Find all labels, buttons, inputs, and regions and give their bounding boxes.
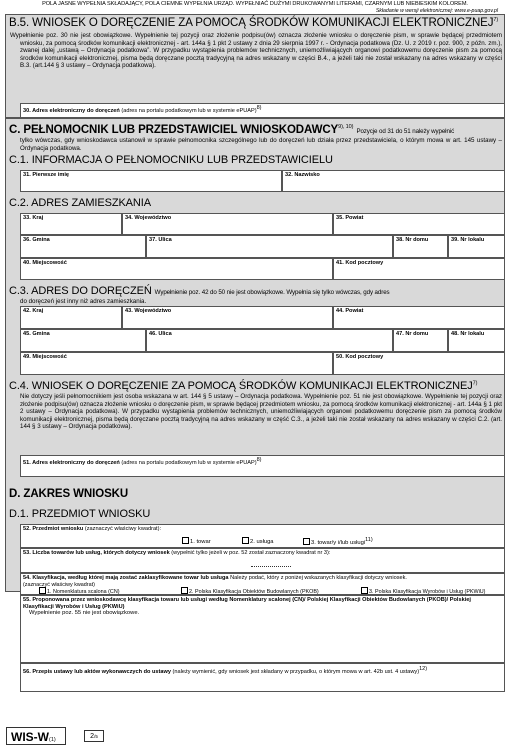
field-53-label: 53. Liczba towarów lub usług, których dotyczy wniosek (wypełnić tylko jeżeli w poz. 52 został zaznaczony kwadrat nr 3): [23,550,331,556]
field-48-flat-no[interactable] [448,329,505,352]
option-54-pkwiu[interactable] [361,587,485,595]
field-55-label: 55. Proponowana przez wnioskodawcę klasyfikacja towaru lub usługi według Nomenklatury scalonej (CN)/ Polskiej Klasyfikacji Obiektów Budowlanych (PKOB)/ Polskiej Klasyfikacji Wyrobów i Usług (PKWiU) [23,597,471,610]
field-40-label: 40. Miejscowość [23,260,67,266]
fill-instructions: POLA JASNE WYPEŁNIA SKŁADAJĄCY, POLA CIEMNE WYPEŁNIA URZĄD. WYPEŁNIAĆ DUŻYMI DRUKOWANYMI LITERAMI, CZARNYM LUB NIEBIESKIM KOLOREM. [42,1,468,7]
field-39-flat-no[interactable] [448,235,505,258]
section-c4-text: Nie dotyczy jeśli pełnomocnikiem jest osoba wskazana w art. 144 § 5 ustawy – Ordynacja podatkowa. Wypełnienie poz. 51 nie jest obowiązkowe. Wypełnienie tej pozycji oraz złożenie podpisu(ów) oznacza złożenie wniosku o doręczenie pism, w sprawie będącej przedmiotem wniosku, za pomocą środków komunikacji elektronicznej - art. 144a § 1 pkt 2 ustawy – Ordynacja podatkowa). W przypadku wystąpienia problemów technicznych, uniemożliwiających organowi podatkowemu doręczenie pism za pomocą środków komunikacji elektronicznej, pisma będą doręczane pocztą tradycyjną na adres wskazany w część C.3., a jeżeli taki nie został wskazany na adres wskazany w części C.2. (art. 144 § 3 ustawy – Ordynacja podatkowa). [20,393,502,431]
field-44-county[interactable] [333,306,505,329]
field-42-country[interactable] [20,306,122,329]
field-36-label: 36. Gmina [23,237,50,243]
form-code: WIS-W(1) [6,727,66,745]
field-31-label: 31. Pierwsze imię [23,172,70,178]
checkbox-54-pkob[interactable] [181,587,188,594]
section-c3-text: do doręczeń jest inny niż adres zamieszkania. [20,298,147,305]
option-52-service-label: 2. usługa [250,539,274,545]
field-55-proposed-classification[interactable] [20,595,505,663]
field-35-county[interactable] [333,213,505,235]
field-34-voivodeship[interactable] [122,213,333,235]
field-46-label: 46. Ulica [149,331,172,337]
field-47-house-no[interactable] [393,329,448,352]
checkbox-54-cn[interactable] [39,587,46,594]
field-32-surname[interactable] [282,170,505,192]
field-30-email[interactable] [20,103,505,118]
field-36-commune[interactable] [20,235,146,258]
section-c3-title: C.3. ADRES DO DORĘCZEŃ Wypełnienie poz. 42 do 50 nie jest obowiązkowe. Wypełnia się tylko wówczas, gdy adres [9,285,390,297]
field-33-country[interactable] [20,213,122,235]
section-c-title: C. PEŁNOMOCNIK LUB PRZEDSTAWICIEL $WNIOSKODAWCY^{9), 10)}$ Pozycje od 31 do 51 należy wypełnić [9,124,455,136]
option-54-pkob[interactable] [181,587,319,595]
section-b5 [5,14,505,118]
field-51-email[interactable] [20,455,505,477]
option-52-service[interactable] [242,537,274,545]
field-38-house-no[interactable] [393,235,448,258]
section-c-text: tylko wówczas, gdy wnioskodawca ustanowił w sprawie pełnomocnika szczególnego lub do doręczeń lub działa przez przedstawiciela, o którym mowa w art. 145 ustawy – Ordynacja podatkowa. [20,137,502,152]
field-30-label: 30. Adres elektroniczny do doręczeń (adres na portalu podatkowym lub w systemie ePUAP)8) [23,105,262,114]
field-39-label: 39. Nr lokalu [451,237,485,243]
option-52-goods[interactable] [182,537,211,545]
section-c1-title: C.1. INFORMACJA O PEŁNOMOCNIKU LUB PRZEDSTAWICIELU [9,154,333,166]
field-52-label: 52. Przedmiot wniosku (zaznaczyć właściwy kwadrat): [23,526,162,532]
field-37-label: 37. Ulica [149,237,172,243]
field-56-label: 56. Przepis ustawy lub aktów wykonawczych do ustawy (należy wymienić, gdy wniosek jest składany w przypadku, o którym mowa w art. 42b ust. 4 ustawy)12) [23,666,428,675]
field-52-subject [20,524,505,548]
field-43-label: 43. Województwo [125,308,172,314]
field-47-label: 47. Nr domu [396,331,429,337]
field-38-label: 38. Nr domu [396,237,429,243]
checkbox-52-goods[interactable] [182,537,189,544]
field-53-count[interactable] [20,548,505,573]
field-46-street[interactable] [146,329,393,352]
field-35-label: 35. Powiat [336,215,364,221]
field-34-label: 34. Województwo [125,215,172,221]
section-b5-title: B.5. WNIOSEK O DORĘCZENIE ZA POMOCĄ ŚRODKÓW KOMUNIKACJI ELEKTRONICZNEJ$^{7)}$ [9,17,499,29]
option-52-both-label: 3. towar/y i/lub usługi [311,539,366,546]
field-56-legal-provision[interactable] [20,663,505,692]
checkbox-52-both[interactable] [303,538,310,545]
section-d-title: D. ZAKRES WNIOSKU [9,488,129,500]
option-52-both[interactable]: 3. towar/y i/lub usługi11) [303,537,373,546]
option-54-pkob-label: 2. Polska Klasyfikacja Obiektów Budowlanych (PKOB) [189,589,319,595]
field-45-label: 45. Gmina [23,331,50,337]
field-55-note: Wypełnienie poz. 55 nie jest obowiązkowe. [29,610,140,616]
field-48-label: 48. Nr lokalu [451,331,485,337]
field-33-label: 33. Kraj [23,215,44,221]
field-51-label: 51. Adres elektroniczny do doręczeń (adres na portalu podatkowym lub w systemie ePUAP)8) [23,457,262,466]
section-c2-title: C.2. ADRES ZAMIESZKANIA [9,197,151,209]
field-44-label: 44. Powiat [336,308,364,314]
field-41-postal-code[interactable] [333,258,505,280]
field-37-street[interactable] [146,235,393,258]
count-entry-line [251,566,291,567]
field-50-label: 50. Kod pocztowy [336,354,384,360]
option-54-cn-label: 1. Nomenklatura scalona (CN) [47,589,120,595]
field-49-label: 49. Miejscowość [23,354,67,360]
field-31-first-name[interactable] [20,170,282,192]
field-43-voivodeship[interactable] [122,306,333,329]
option-54-cn[interactable] [39,587,120,595]
option-52-goods-label: 1. towar [190,539,211,545]
field-50-postal-code[interactable] [333,352,505,375]
field-45-commune[interactable] [20,329,146,352]
checkbox-54-pkwiu[interactable] [361,587,368,594]
section-b5-text: Wypełnienie poz. 30 nie jest obowiązkowe. Wypełnienie tej pozycji oraz złożenie podpisu(ów) oznacza złożenie wniosku o doręczenie pism, w sprawie będącej przedmiotem wniosku, za pomocą środków komunikacji elektronicznej - art. 144a § 1 pkt 2 ustawy z dnia 29 sierpnia 1997 r. - Ordynacja podatkowa (Dz. U. z 2019 r. poz. 900, z późn. zm.), zwanej dalej „ustawą – Ordynacja podatkowa”. W przypadku wystąpienia problemów technicznych, uniemożliwiających organowi podatkowemu doręczenie pism za pomocą środków komunikacji elektronicznej, pisma będą doręczane pocztą tradycyjną na adres wskazany w części B.4., a jeżeli taki nie został wskazany na adres wskazany w części B.3. (art.144 § 3 ustawy – Ordynacja podatkowa). [10,32,502,70]
field-42-label: 42. Kraj [23,308,44,314]
field-54-classification [20,573,505,595]
section-c [5,118,505,675]
field-32-label: 32. Nazwisko [285,172,320,178]
section-d1-title: D.1. PRZEDMIOT WNIOSKU [9,508,151,520]
field-40-city[interactable] [20,258,333,280]
field-54-label: 54. Klasyfikacja, według której mają zostać zaklasyfikowane towar lub usługa Należy podać, który z poniżej wskazanych klasyfikacji dotyczy wniosek. [23,575,407,581]
field-54-hint: (zaznaczyć właściwy kwadrat) [23,582,95,588]
field-49-city[interactable] [20,352,333,375]
option-54-pkwiu-label: 3. Polska Klasyfikacja Wyrobów i Usług (PKWiU) [369,589,486,595]
section-c4-title: C.4. WNIOSEK O DORĘCZENIE ZA POMOCĄ ŚRODKÓW KOMUNIKACJI ELEKTRONICZNEJ$^{7)}$ [9,380,478,392]
electronic-submission-note: Składanie w wersji elektronicznej: www.e-puap.gov.pl [375,8,498,14]
checkbox-52-service[interactable] [242,537,249,544]
page-number: 2/5 [84,730,104,742]
field-41-label: 41. Kod pocztowy [336,260,384,266]
